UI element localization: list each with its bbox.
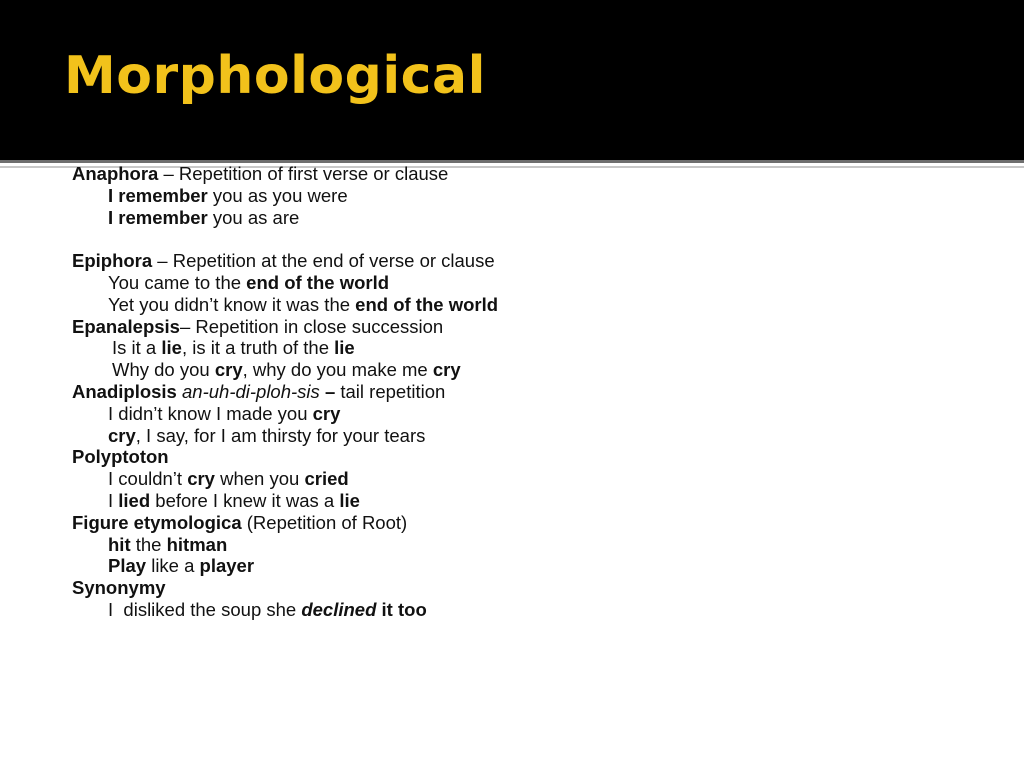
example-line	[72, 425, 972, 447]
text-run: hit	[108, 533, 131, 555]
line-polyptoton	[72, 446, 972, 468]
text-run: player	[199, 555, 255, 577]
text-run: cry	[432, 359, 461, 381]
text-run: lied	[118, 489, 151, 511]
example-line	[72, 185, 972, 207]
text-run: I disliked the soup she	[108, 598, 302, 620]
text-run: declined	[301, 598, 377, 620]
text-run: cry	[312, 402, 341, 424]
text-run: cry	[214, 359, 243, 381]
text-run: end of the world	[246, 271, 390, 293]
text-run: , is it a truth of the	[181, 337, 335, 359]
text-run: Anadiplosis	[72, 380, 177, 402]
example-line	[72, 490, 972, 512]
line-figure-etymologica	[72, 512, 972, 534]
text-run: it too	[376, 598, 427, 620]
text-run: I remember	[108, 184, 208, 206]
slide-title: Morphological	[64, 46, 486, 106]
title-bar	[0, 0, 1024, 160]
text-run: cried	[304, 468, 349, 490]
text-run: – Repetition at the end of verse or clause	[152, 250, 495, 272]
text-run: Yet you didn’t know it was the	[108, 293, 356, 315]
example-line	[72, 294, 972, 316]
text-run: cry	[108, 424, 136, 446]
text-run: tail repetition	[335, 380, 446, 402]
text-run: –	[324, 380, 336, 402]
text-run: , I say, for I am thirsty for your tears	[135, 424, 426, 446]
text-run: You came to the	[108, 271, 247, 293]
text-run: Figure etymologica	[72, 511, 242, 533]
text-run: the	[130, 533, 167, 555]
blank-line	[72, 228, 972, 250]
text-run: I couldn’t	[108, 468, 188, 490]
text-run: I remember	[108, 206, 208, 228]
line-epanalepsis	[72, 316, 972, 338]
text-run: Why do you	[112, 359, 215, 381]
text-run: hitman	[166, 533, 228, 555]
text-run: Anaphora	[72, 163, 159, 184]
example-line	[72, 337, 972, 359]
text-run: lie	[161, 337, 182, 359]
text-run: – Repetition in close succession	[179, 315, 444, 337]
slide-body	[72, 163, 972, 621]
text-run: end of the world	[355, 293, 499, 315]
text-run: when you	[214, 468, 305, 490]
example-line	[72, 272, 972, 294]
example-line	[72, 359, 972, 381]
line-epiphora	[72, 250, 972, 272]
example-line	[72, 555, 972, 577]
text-run: , why do you make me	[242, 359, 433, 381]
line-synonymy	[72, 577, 972, 599]
text-run: cry	[187, 468, 215, 490]
text-run: (Repetition of Root)	[241, 511, 408, 533]
text-run: lie	[334, 337, 355, 359]
text-run: I didn’t know I made you	[108, 402, 313, 424]
text-run: like a	[146, 555, 200, 577]
example-line	[72, 534, 972, 556]
example-line	[72, 599, 972, 621]
text-run: I	[108, 489, 119, 511]
line-anadiplosis	[72, 381, 972, 403]
line-anaphora	[72, 163, 972, 185]
text-run: Play	[108, 555, 147, 577]
text-run: before I knew it was a	[150, 489, 340, 511]
text-run: Epiphora	[72, 250, 153, 272]
text-run: – Repetition of first verse or clause	[158, 163, 449, 184]
text-run: you as you were	[207, 184, 348, 206]
example-line	[72, 403, 972, 425]
example-line	[72, 207, 972, 229]
text-run: lie	[339, 489, 360, 511]
text-run: Epanalepsis	[72, 315, 180, 337]
text-run: an-uh-di-ploh-sis	[182, 380, 320, 402]
text-run: Synonymy	[72, 577, 166, 599]
text-run: Polyptoton	[72, 446, 169, 468]
text-run: you as are	[207, 206, 300, 228]
text-run: Is it a	[112, 337, 162, 359]
example-line	[72, 468, 972, 490]
